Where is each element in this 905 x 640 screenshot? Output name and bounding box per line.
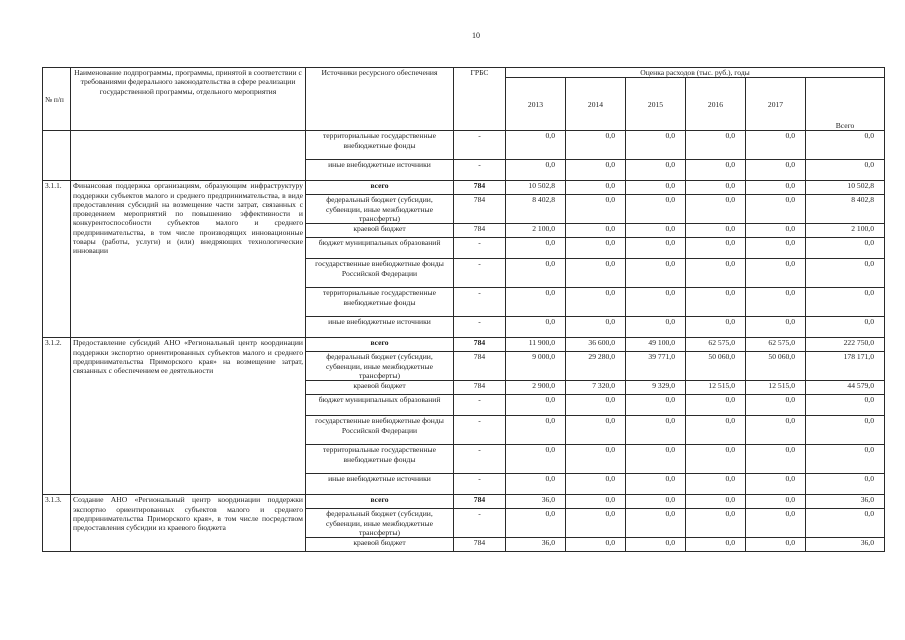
- year-value: 49 100,0: [626, 338, 686, 352]
- grbs-code: 784: [454, 181, 506, 195]
- year-value: 0,0: [686, 474, 746, 495]
- year-value: 0,0: [566, 445, 626, 474]
- grbs-code: 784: [454, 352, 506, 381]
- header-year: 2017: [746, 78, 806, 131]
- year-value: 0,0: [506, 288, 566, 317]
- year-value: 0,0: [686, 509, 746, 538]
- table-row: [43, 338, 885, 352]
- grbs-code: -: [454, 474, 506, 495]
- total-value: 178 171,0: [806, 352, 885, 381]
- year-value: 0,0: [626, 495, 686, 509]
- year-value: 0,0: [686, 160, 746, 181]
- year-value: 0,0: [566, 160, 626, 181]
- year-value: 0,0: [746, 445, 806, 474]
- total-value: 44 579,0: [806, 381, 885, 395]
- year-value: 0,0: [626, 181, 686, 195]
- year-value: 2 100,0: [506, 224, 566, 238]
- header-year: 2016: [686, 78, 746, 131]
- total-value: 0,0: [806, 445, 885, 474]
- year-value: 0,0: [566, 259, 626, 288]
- table-row: [43, 131, 885, 160]
- continued-num-cell: [43, 131, 71, 181]
- total-value: 0,0: [806, 238, 885, 259]
- grbs-code: 784: [454, 381, 506, 395]
- year-value: 0,0: [566, 195, 626, 224]
- year-value: 0,0: [746, 416, 806, 445]
- year-value: 0,0: [626, 131, 686, 160]
- funding-source: иные внебюджетные источники: [306, 160, 454, 181]
- year-value: 2 900,0: [506, 381, 566, 395]
- year-value: 0,0: [686, 181, 746, 195]
- total-value: 0,0: [806, 317, 885, 338]
- measure-num: 3.1.1.: [43, 181, 71, 338]
- funding-source: государственные внебюджетные фонды Российской Федерации: [306, 259, 454, 288]
- table-row: [43, 495, 885, 509]
- year-value: 0,0: [746, 474, 806, 495]
- grbs-code: -: [454, 445, 506, 474]
- year-value: 0,0: [566, 288, 626, 317]
- year-value: 0,0: [566, 317, 626, 338]
- total-value: 0,0: [806, 131, 885, 160]
- year-value: 0,0: [506, 238, 566, 259]
- total-value: 36,0: [806, 538, 885, 552]
- funding-source: государственные внебюджетные фонды Российской Федерации: [306, 416, 454, 445]
- year-value: 8 402,8: [506, 195, 566, 224]
- total-value: 0,0: [806, 288, 885, 317]
- year-value: 0,0: [506, 474, 566, 495]
- year-value: 0,0: [746, 495, 806, 509]
- header-name: Наименование подпрограммы, программы, принятой в соответствии с требованиями федерального законодательства в сфере реализации государственной программы, отдельного мероприятия: [71, 68, 306, 131]
- measure-name: Финансовая поддержка организациям, образующим инфраструктуру поддержки субъектов малого и среднего предпринимательства, в виде предоставления субсидий на возмещение части затрат, связанных с проведением мероприятий по повышению эффективности и конкурентоспособности субъектов малого и среднего предпринимательства, в том числе производящих инновационные товары (работы, услуги) и (или) внедряющих технологические инновации: [71, 181, 306, 338]
- total-value: 0,0: [806, 474, 885, 495]
- funding-source: федеральный бюджет (субсидии, субвенции, иные межбюджетные трансферты): [306, 352, 454, 381]
- header-year: 2013: [506, 78, 566, 131]
- measure-num: 3.1.3.: [43, 495, 71, 552]
- header-source: Источники ресурсного обеспечения: [306, 68, 454, 131]
- year-value: 0,0: [686, 238, 746, 259]
- funding-source: бюджет муниципальных образований: [306, 238, 454, 259]
- year-value: 0,0: [746, 160, 806, 181]
- year-value: 0,0: [506, 131, 566, 160]
- year-value: 0,0: [686, 445, 746, 474]
- year-value: 0,0: [626, 445, 686, 474]
- header-year: 2014: [566, 78, 626, 131]
- grbs-code: -: [454, 288, 506, 317]
- grbs-code: 784: [454, 495, 506, 509]
- year-value: 36,0: [506, 495, 566, 509]
- year-value: 0,0: [566, 181, 626, 195]
- year-value: 0,0: [686, 224, 746, 238]
- funding-source: территориальные государственные внебюджетные фонды: [306, 288, 454, 317]
- total-value: 0,0: [806, 509, 885, 538]
- grbs-code: -: [454, 131, 506, 160]
- year-value: 0,0: [746, 238, 806, 259]
- year-value: 0,0: [746, 259, 806, 288]
- year-value: 0,0: [686, 416, 746, 445]
- header-estimate: Оценка расходов (тыс. руб.), годы: [506, 68, 885, 78]
- year-value: 9 329,0: [626, 381, 686, 395]
- year-value: 29 280,0: [566, 352, 626, 381]
- total-value: 8 402,8: [806, 195, 885, 224]
- year-value: 9 000,0: [506, 352, 566, 381]
- funding-source: территориальные государственные внебюджетные фонды: [306, 131, 454, 160]
- year-value: 0,0: [686, 538, 746, 552]
- grbs-code: -: [454, 395, 506, 416]
- year-value: 0,0: [626, 509, 686, 538]
- total-value: 222 750,0: [806, 338, 885, 352]
- total-value: 0,0: [806, 259, 885, 288]
- table-row: [43, 181, 885, 195]
- year-value: 50 060,0: [746, 352, 806, 381]
- year-value: 0,0: [566, 538, 626, 552]
- funding-source: федеральный бюджет (субсидии, субвенции, иные межбюджетные трансферты): [306, 195, 454, 224]
- funding-source: иные внебюджетные источники: [306, 317, 454, 338]
- year-value: 0,0: [686, 131, 746, 160]
- year-value: 0,0: [746, 538, 806, 552]
- year-value: 0,0: [566, 224, 626, 238]
- year-value: 39 771,0: [626, 352, 686, 381]
- year-value: 0,0: [626, 259, 686, 288]
- year-value: 0,0: [686, 259, 746, 288]
- funding-source: краевой бюджет: [306, 381, 454, 395]
- measure-name: Предоставление субсидий АНО «Региональный центр координации поддержки экспортно ориентированных субъектов малого и среднего предпринимательства Приморского края» на возмещение затрат, связанных с обеспечением ее деятельности: [71, 338, 306, 495]
- year-value: 36,0: [506, 538, 566, 552]
- year-value: 0,0: [746, 224, 806, 238]
- year-value: 62 575,0: [686, 338, 746, 352]
- year-value: 0,0: [626, 317, 686, 338]
- year-value: 0,0: [626, 224, 686, 238]
- funding-source: краевой бюджет: [306, 538, 454, 552]
- year-value: 0,0: [626, 195, 686, 224]
- year-value: 0,0: [746, 131, 806, 160]
- grbs-code: -: [454, 317, 506, 338]
- year-value: 0,0: [686, 395, 746, 416]
- funding-source: федеральный бюджет (субсидии, субвенции, иные межбюджетные трансферты): [306, 509, 454, 538]
- year-value: 7 320,0: [566, 381, 626, 395]
- year-value: 0,0: [746, 317, 806, 338]
- year-value: 0,0: [506, 160, 566, 181]
- year-value: 0,0: [626, 395, 686, 416]
- year-value: 0,0: [566, 509, 626, 538]
- year-value: 0,0: [506, 509, 566, 538]
- funding-source: всего: [306, 338, 454, 352]
- funding-source: всего: [306, 495, 454, 509]
- header-year: 2015: [626, 78, 686, 131]
- year-value: 0,0: [626, 474, 686, 495]
- grbs-code: -: [454, 238, 506, 259]
- grbs-code: -: [454, 416, 506, 445]
- year-value: 62 575,0: [746, 338, 806, 352]
- measure-name: Создание АНО «Региональный центр координации поддержки экспортно ориентированных субъектов малого и среднего предпринимательства Приморского края», в том числе посредством предоставления субсидии из краевого бюджета: [71, 495, 306, 552]
- header-num: № п/п: [43, 68, 71, 131]
- year-value: 10 502,8: [506, 181, 566, 195]
- funding-source: иные внебюджетные источники: [306, 474, 454, 495]
- grbs-code: -: [454, 259, 506, 288]
- year-value: 0,0: [626, 538, 686, 552]
- continued-name-cell: [71, 131, 306, 181]
- grbs-code: 784: [454, 195, 506, 224]
- year-value: 0,0: [566, 474, 626, 495]
- funding-source: бюджет муниципальных образований: [306, 395, 454, 416]
- year-value: 0,0: [506, 317, 566, 338]
- year-value: 0,0: [746, 181, 806, 195]
- funding-source: всего: [306, 181, 454, 195]
- year-value: 0,0: [626, 238, 686, 259]
- year-value: 12 515,0: [686, 381, 746, 395]
- total-value: 0,0: [806, 160, 885, 181]
- year-value: 0,0: [626, 160, 686, 181]
- year-value: 0,0: [746, 509, 806, 538]
- year-value: 0,0: [506, 416, 566, 445]
- year-value: 0,0: [746, 195, 806, 224]
- grbs-code: 784: [454, 338, 506, 352]
- page-number: 10: [472, 31, 480, 40]
- measure-num: 3.1.2.: [43, 338, 71, 495]
- year-value: 0,0: [746, 395, 806, 416]
- total-value: 36,0: [806, 495, 885, 509]
- year-value: 0,0: [746, 288, 806, 317]
- total-value: 10 502,8: [806, 181, 885, 195]
- grbs-code: -: [454, 160, 506, 181]
- year-value: 0,0: [566, 238, 626, 259]
- year-value: 0,0: [566, 395, 626, 416]
- year-value: 12 515,0: [746, 381, 806, 395]
- year-value: 0,0: [506, 395, 566, 416]
- total-value: 2 100,0: [806, 224, 885, 238]
- year-value: 11 900,0: [506, 338, 566, 352]
- year-value: 0,0: [566, 416, 626, 445]
- year-value: 0,0: [566, 495, 626, 509]
- total-value: 0,0: [806, 416, 885, 445]
- grbs-code: -: [454, 509, 506, 538]
- year-value: 0,0: [686, 317, 746, 338]
- year-value: 0,0: [626, 416, 686, 445]
- grbs-code: 784: [454, 224, 506, 238]
- year-value: 0,0: [686, 288, 746, 317]
- budget-table: [42, 67, 885, 552]
- year-value: 36 600,0: [566, 338, 626, 352]
- year-value: 0,0: [566, 131, 626, 160]
- total-value: 0,0: [806, 395, 885, 416]
- year-value: 50 060,0: [686, 352, 746, 381]
- year-value: 0,0: [686, 195, 746, 224]
- funding-source: территориальные государственные внебюджетные фонды: [306, 445, 454, 474]
- year-value: 0,0: [626, 288, 686, 317]
- year-value: 0,0: [506, 259, 566, 288]
- header-total: Всего: [806, 78, 885, 131]
- year-value: 0,0: [686, 495, 746, 509]
- grbs-code: 784: [454, 538, 506, 552]
- year-value: 0,0: [506, 445, 566, 474]
- funding-source: краевой бюджет: [306, 224, 454, 238]
- header-grbs: ГРБС: [454, 68, 506, 131]
